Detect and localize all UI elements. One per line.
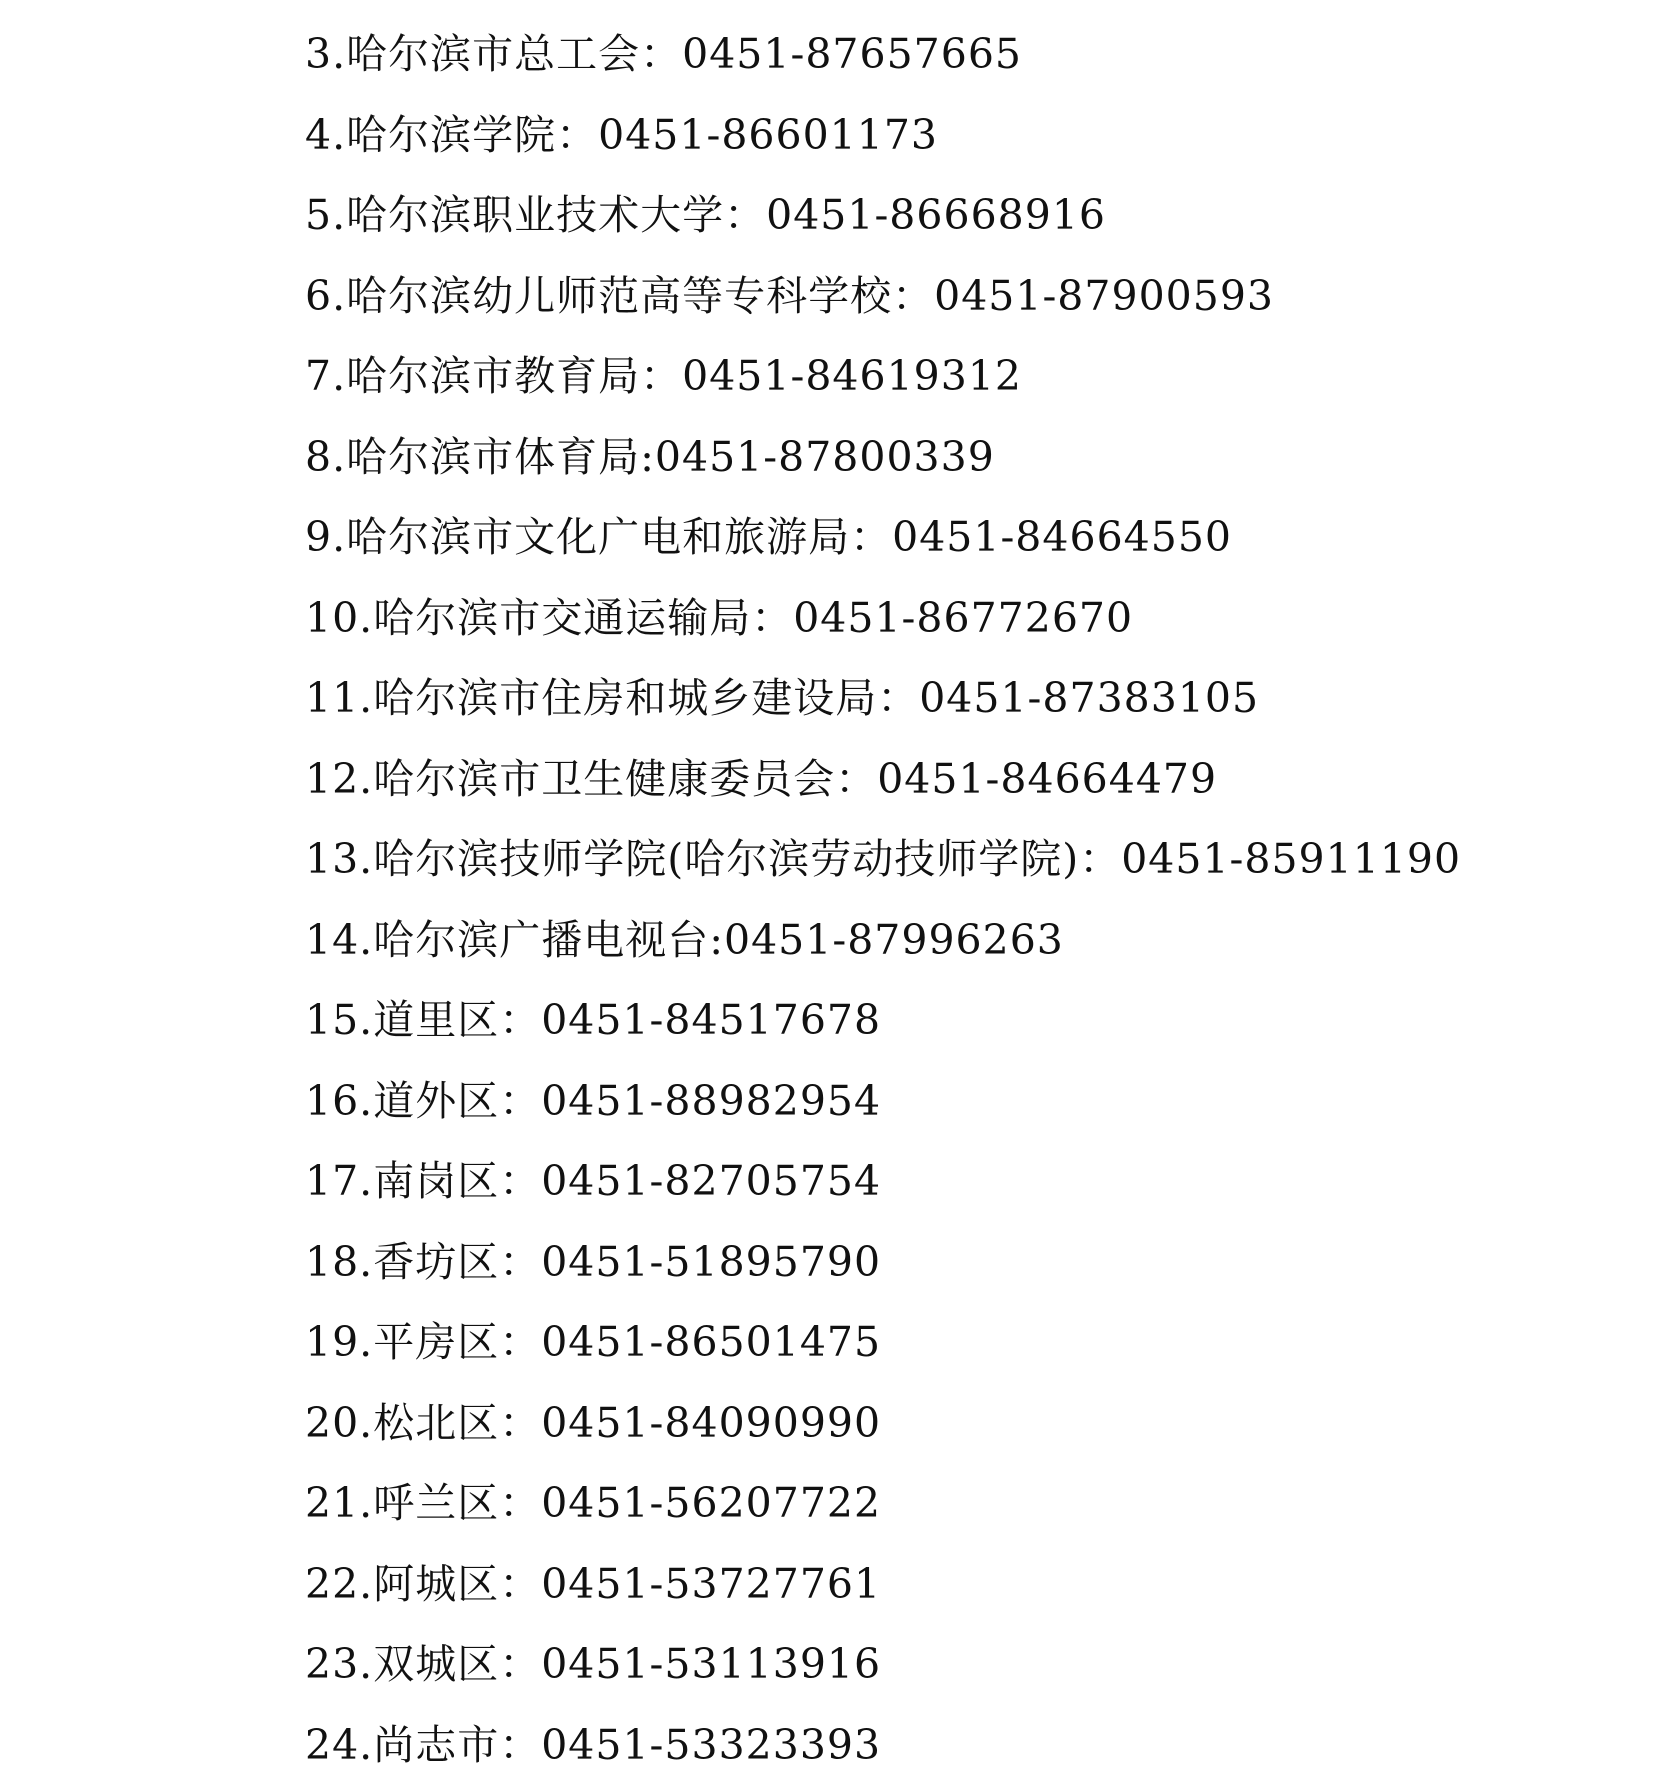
list-item: 11.哈尔滨市住房和城乡建设局：0451-87383105 [305,658,1461,739]
list-item: 7.哈尔滨市教育局：0451-84619312 [305,336,1461,417]
list-item: 24.尚志市：0451-53323393 [305,1705,1461,1785]
list-item: 8.哈尔滨市体育局:0451-87800339 [305,417,1461,498]
list-item: 4.哈尔滨学院：0451-86601173 [305,95,1461,176]
list-item: 19.平房区：0451-86501475 [305,1302,1461,1383]
list-item: 23.双城区：0451-53113916 [305,1624,1461,1705]
contact-phone-list [305,14,1461,1785]
list-item: 16.道外区：0451-88982954 [305,1061,1461,1142]
list-item: 10.哈尔滨市交通运输局：0451-86772670 [305,578,1461,659]
list-item: 22.阿城区：0451-53727761 [305,1544,1461,1625]
list-item: 6.哈尔滨幼儿师范高等专科学校：0451-87900593 [305,256,1461,337]
list-item: 3.哈尔滨市总工会：0451-87657665 [305,14,1461,95]
list-item: 17.南岗区：0451-82705754 [305,1141,1461,1222]
list-item: 21.呼兰区：0451-56207722 [305,1463,1461,1544]
list-item: 12.哈尔滨市卫生健康委员会：0451-84664479 [305,739,1461,820]
list-item: 5.哈尔滨职业技术大学：0451-86668916 [305,175,1461,256]
list-item: 20.松北区：0451-84090990 [305,1383,1461,1464]
list-item: 14.哈尔滨广播电视台:0451-87996263 [305,900,1461,981]
list-item: 13.哈尔滨技师学院(哈尔滨劳动技师学院)：0451-85911190 [305,819,1461,900]
list-item: 9.哈尔滨市文化广电和旅游局：0451-84664550 [305,497,1461,578]
list-item: 15.道里区：0451-84517678 [305,980,1461,1061]
list-item: 18.香坊区：0451-51895790 [305,1222,1461,1303]
